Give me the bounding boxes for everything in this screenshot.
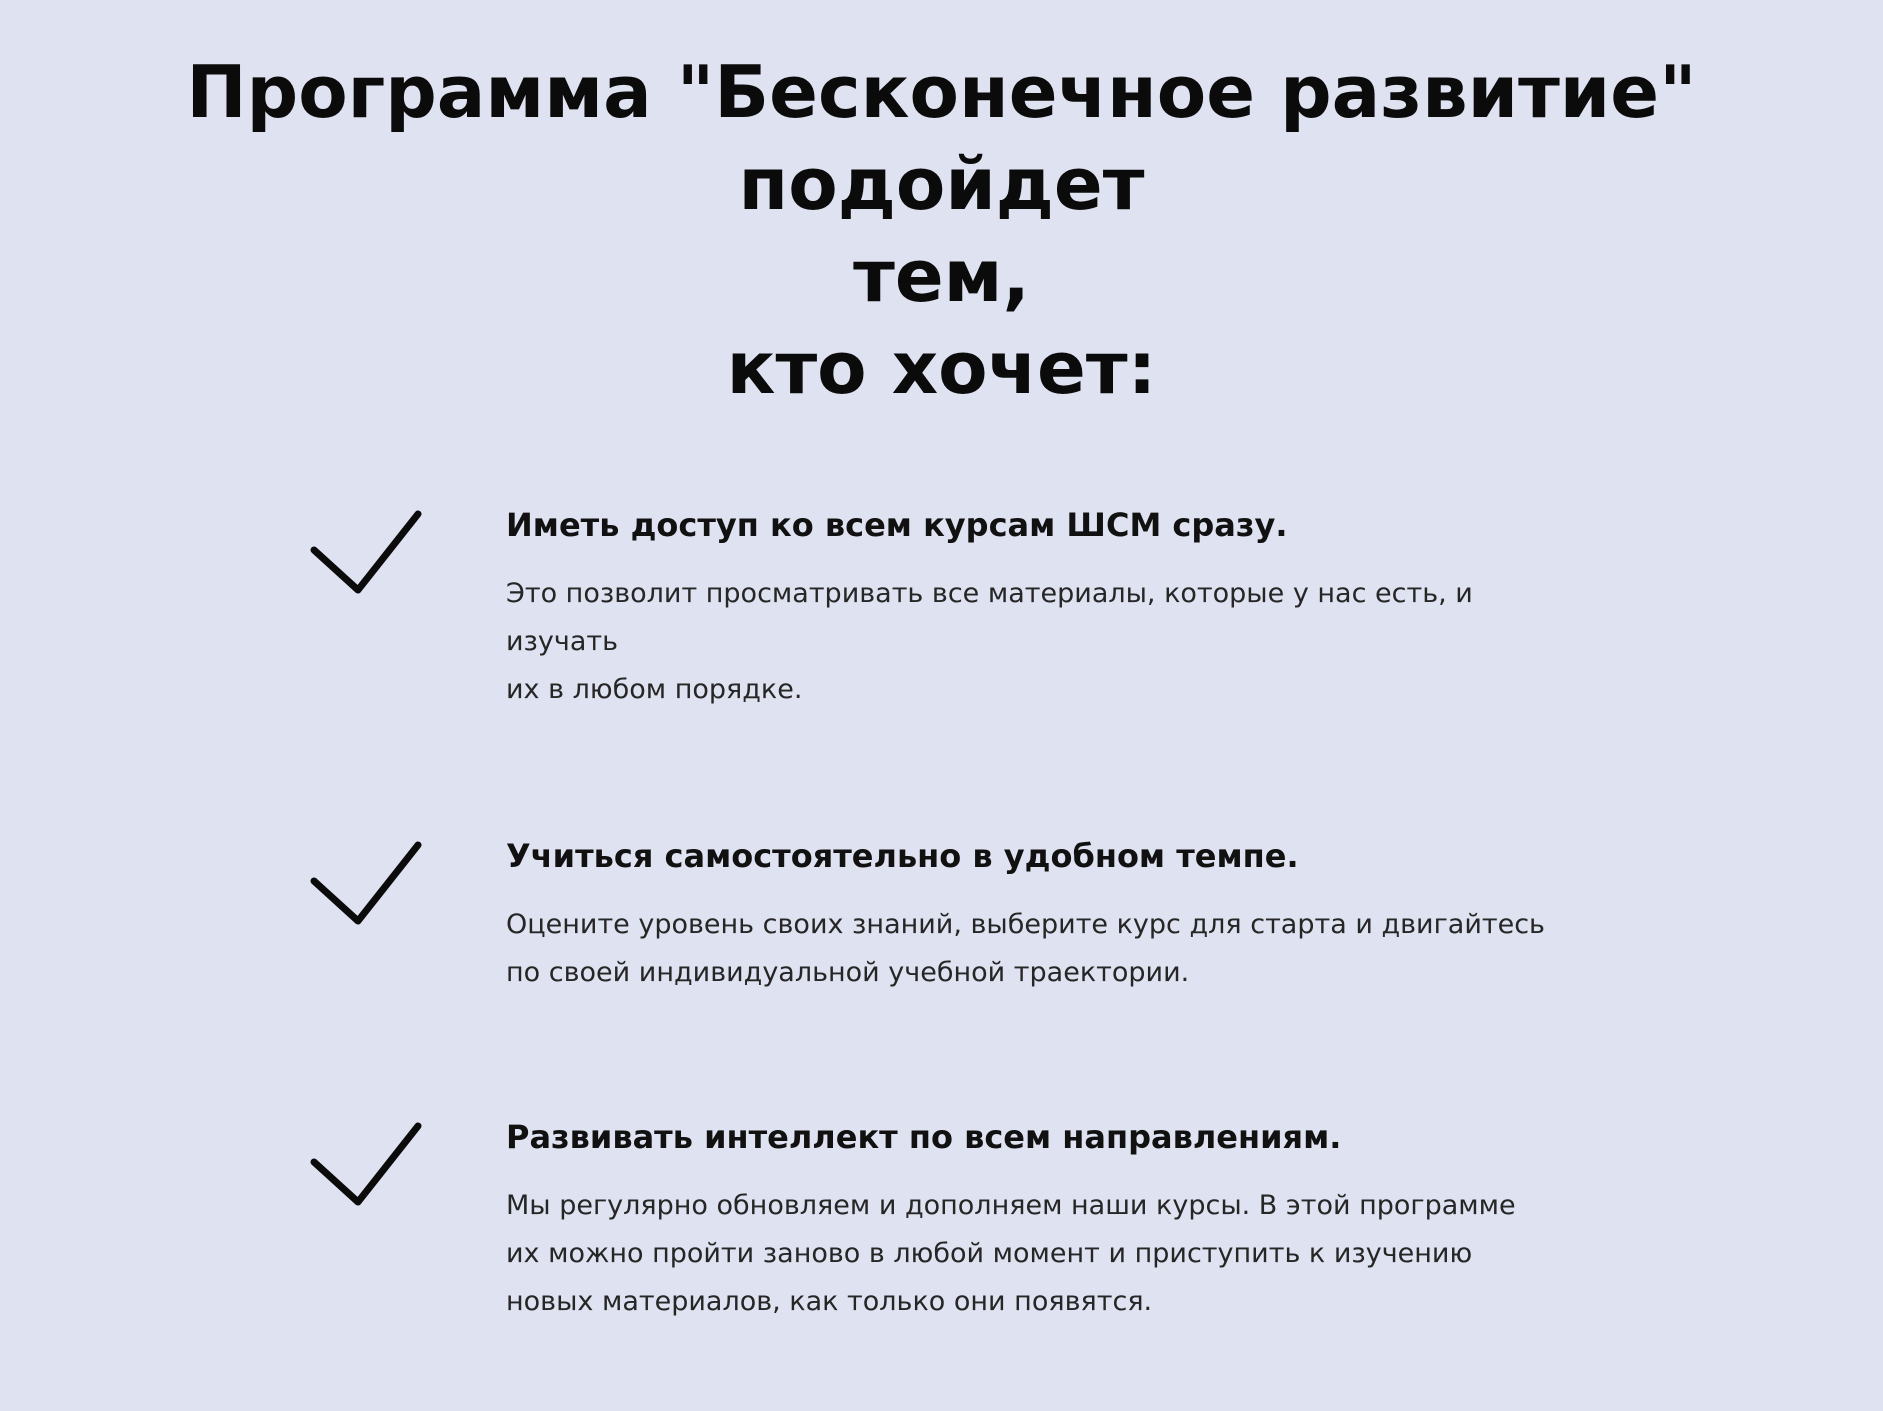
feature-heading: Иметь доступ ко всем курсам ШСМ сразу. (506, 506, 1288, 544)
feature-description-line: изучать (506, 626, 619, 657)
feature-description (506, 901, 1566, 997)
page-title (60, 46, 1823, 414)
feature-text (506, 500, 1566, 714)
feature-description-line: их можно пройти заново в любой момент и приступить к изучению (506, 1238, 1473, 1269)
feature-description-line: Это позволит просматривать все материалы, которые у нас есть, и (506, 578, 1473, 609)
checkmark-icon (310, 508, 426, 612)
feature-description-line: новых материалов, как только они появятся. (506, 1286, 1153, 1317)
page-title-line-1: Программа "Бесконечное развитие" подойдет (186, 50, 1697, 226)
checkmark-icon (310, 839, 426, 943)
page-title-line-2: тем, (853, 234, 1030, 318)
feature-text (506, 831, 1566, 997)
feature-text (506, 1112, 1566, 1326)
feature-description-line: их в любом порядке. (506, 674, 803, 705)
feature-description (506, 1182, 1566, 1326)
feature-heading: Учиться самостоятельно в удобном темпе. (506, 837, 1299, 875)
feature-description-line: по своей индивидуальной учебной траектории. (506, 957, 1190, 988)
feature-description-line: Оцените уровень своих знаний, выберите курс для старта и двигайтесь (506, 909, 1545, 940)
feature-description (506, 570, 1566, 714)
feature-description-line: Мы регулярно обновляем и дополняем наши курсы. В этой программе (506, 1190, 1516, 1221)
feature-heading: Развивать интеллект по всем направлениям. (506, 1118, 1342, 1156)
checkmark-icon (310, 1120, 426, 1224)
page-title-line-3: кто хочет: (726, 326, 1157, 410)
